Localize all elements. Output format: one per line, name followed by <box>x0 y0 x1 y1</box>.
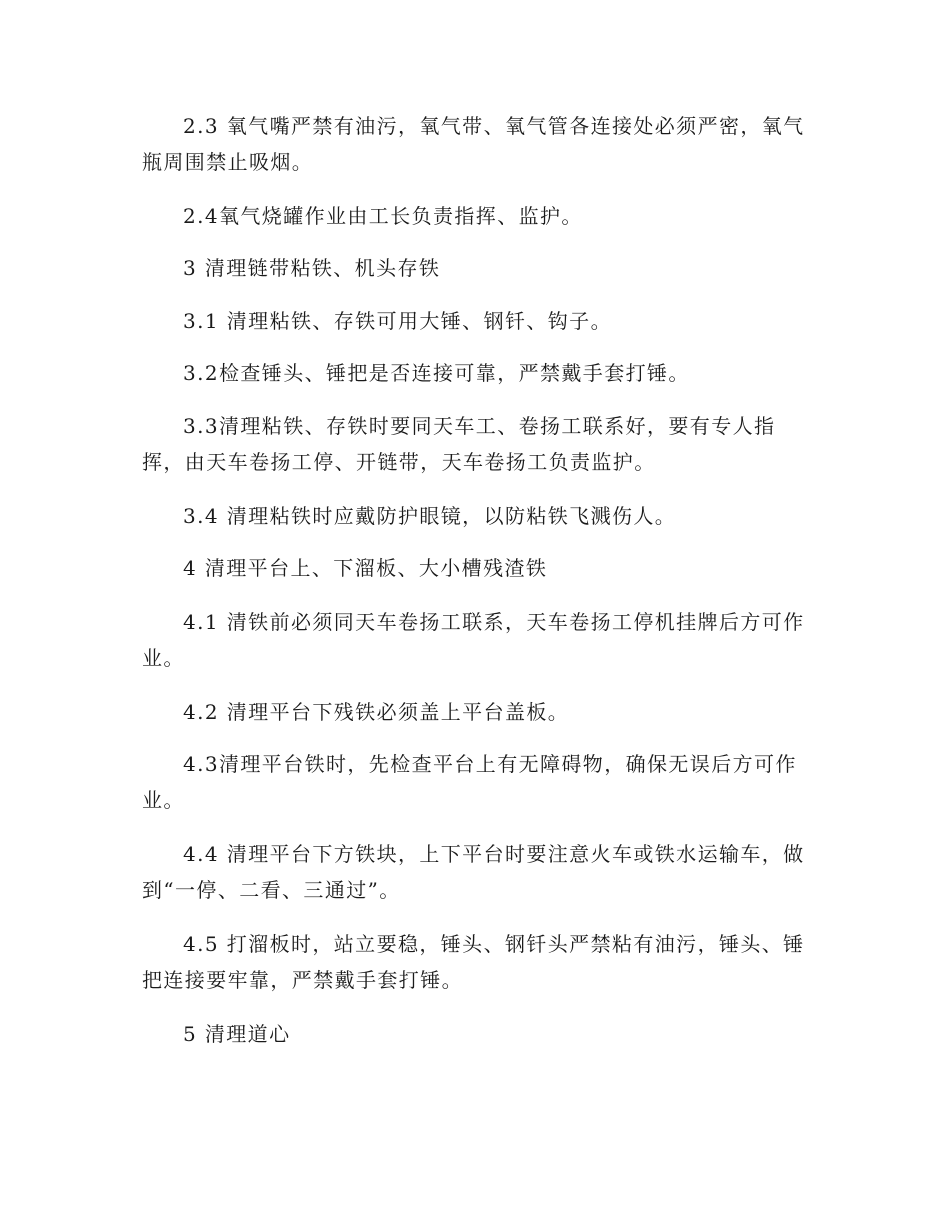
paragraph-2-3: 2.3 氧气嘴严禁有油污，氧气带、氧气管各连接处必须严密，氧气瓶周围禁止吸烟。 <box>142 114 805 174</box>
section-heading-3: 3 清理链带粘铁、机头存铁 <box>183 256 441 280</box>
section-heading-4: 4 清理平台上、下溜板、大小槽残渣铁 <box>183 556 548 580</box>
paragraph-3-1: 3.1 清理粘铁、存铁可用大锤、钢钎、钩子。 <box>183 309 612 333</box>
section-heading-5: 5 清理道心 <box>183 1022 291 1046</box>
paragraph-3-4: 3.4 清理粘铁时应戴防护眼镜，以防粘铁飞溅伤人。 <box>183 504 677 528</box>
paragraph-3-3: 3.3清理粘铁、存铁时要同天车工、卷扬工联系好，要有专人指挥，由天车卷扬工停、开链带，天车卷扬工负责监护。 <box>142 414 776 474</box>
paragraph-4-5: 4.5 打溜板时，站立要稳，锤头、钢钎头严禁粘有油污，锤头、锤把连接要牢靠，严禁戴手套打锤。 <box>142 932 805 992</box>
paragraph-4-4: 4.4 清理平台下方铁块，上下平台时要注意火车或铁水运输车，做到“一停、二看、三通过”。 <box>142 842 805 902</box>
paragraph-3-2: 3.2检查锤头、锤把是否连接可靠，严禁戴手套打锤。 <box>183 361 690 385</box>
paragraph-4-2: 4.2 清理平台下残铁必须盖上平台盖板。 <box>183 700 570 724</box>
paragraph-4-3: 4.3清理平台铁时，先检查平台上有无障碍物，确保无误后方可作业。 <box>142 752 797 812</box>
paragraph-2-4: 2.4氧气烧罐作业由工长负责指挥、监护。 <box>183 204 583 228</box>
paragraph-4-1: 4.1 清铁前必须同天车卷扬工联系，天车卷扬工停机挂牌后方可作业。 <box>142 610 805 670</box>
